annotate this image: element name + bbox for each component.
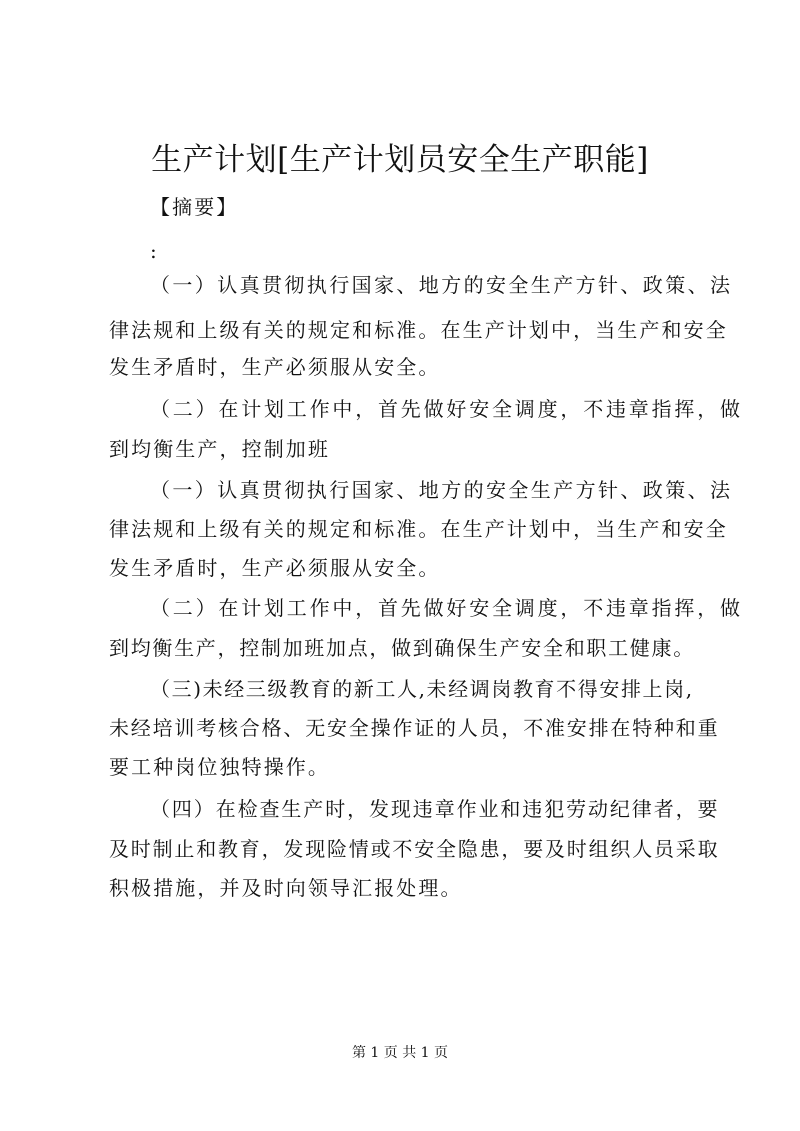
paragraph-line: （二）在计划工作中，首先做好安全调度，不违章指挥，做 xyxy=(150,397,743,421)
paragraph-line: （一）认真贯彻执行国家、地方的安全生产方针、政策、法 xyxy=(150,478,733,502)
paragraph-line: （一）认真贯彻执行国家、地方的安全生产方针、政策、法 xyxy=(150,273,733,297)
abstract-colon: : xyxy=(150,239,159,263)
paragraph-line: （二）在计划工作中，首先做好安全调度，不违章指挥，做 xyxy=(150,596,743,620)
page-footer: 第 1 页 共 1 页 xyxy=(351,1045,449,1061)
paragraph-line: 到均衡生产，控制加班 xyxy=(109,437,330,461)
paragraph-line: 积极措施，并及时向领导汇报处理。 xyxy=(109,876,463,900)
paragraph-line: （四）在检查生产时，发现违章作业和违犯劳动纪律者，要 xyxy=(150,797,720,821)
paragraph-line: 发生矛盾时，生产必须服从安全。 xyxy=(109,556,441,580)
paragraph-line: 发生矛盾时，生产必须服从安全。 xyxy=(109,355,441,379)
paragraph-line: 未经培训考核合格、无安全操作证的人员，不准安排在特种和重 xyxy=(109,716,720,740)
paragraph-line: 律法规和上级有关的规定和标准。在生产计划中，当生产和安全 xyxy=(109,318,728,342)
paragraph-line: 要工种岗位独特操作。 xyxy=(109,755,330,779)
document-title: 生产计划[生产计划员安全生产职能] xyxy=(151,142,649,178)
abstract-label: 【摘要】 xyxy=(150,195,239,219)
paragraph-line: 及时制止和教育，发现险情或不安全隐患，要及时组织人员采取 xyxy=(109,837,720,861)
paragraph-line: （三)未经三级教育的新工人,未经调岗教育不得安排上岗, xyxy=(150,677,694,701)
paragraph-line: 律法规和上级有关的规定和标准。在生产计划中，当生产和安全 xyxy=(109,517,728,541)
paragraph-line: 到均衡生产，控制加班加点，做到确保生产安全和职工健康。 xyxy=(109,636,695,660)
